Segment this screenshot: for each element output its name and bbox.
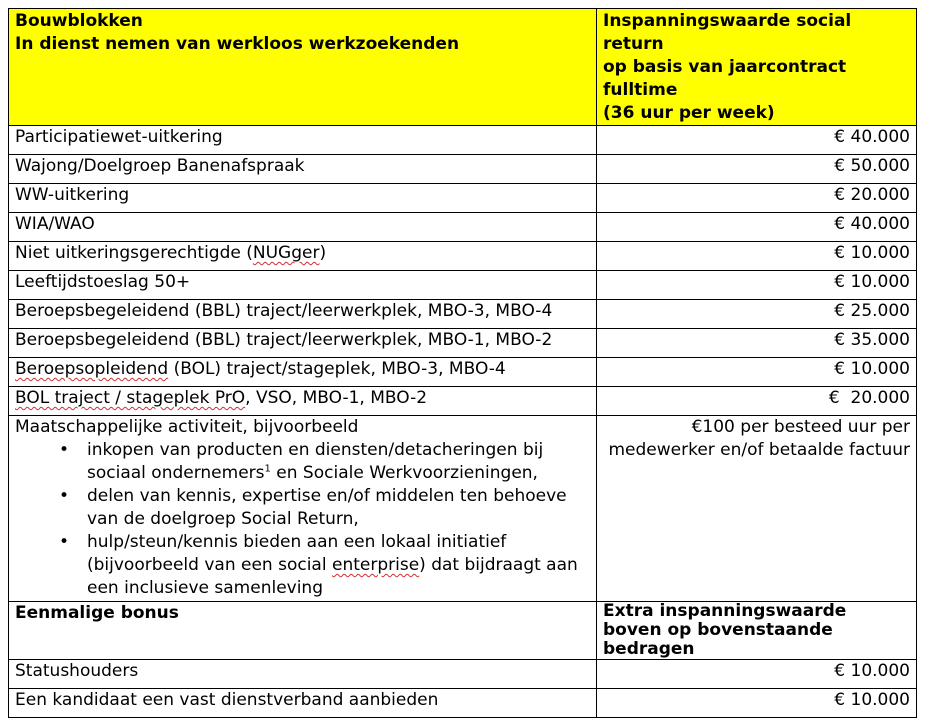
- row-label: Een kandidaat een vast dienstverband aanbieden: [9, 689, 597, 718]
- bullet-text: inkopen van producten en diensten/detacheringen bij sociaal ondernemers: [87, 440, 544, 483]
- activity-value: €100 per besteed uur per medewerker en/of betaalde factuur: [597, 416, 917, 602]
- bullet-icon: •: [59, 440, 70, 460]
- activity-title: Maatschappelijke activiteit, bijvoorbeeld: [15, 417, 359, 437]
- footnote-marker: 1: [264, 463, 271, 475]
- header-title: Bouwblokken: [15, 11, 143, 31]
- row-label: Statushouders: [9, 660, 597, 689]
- bonus-label: Eenmalige bonus: [9, 602, 597, 660]
- row-value: € 10.000: [597, 660, 917, 689]
- table-row: [9, 358, 917, 387]
- row-label: [9, 242, 597, 271]
- bullet-text: hulp/steun/kennis bieden aan een lokaal initiatief (bijvoorbeeld van een social: [87, 532, 507, 575]
- table-row: [9, 300, 917, 329]
- header-value-line: Inspanningswaarde social return: [603, 11, 852, 54]
- bonus-header-row: [9, 602, 917, 660]
- building-blocks-table: [8, 8, 917, 718]
- table-row: [9, 387, 917, 416]
- table-row: [9, 660, 917, 689]
- header-value-line: (36 uur per week): [603, 103, 775, 123]
- row-value: € 20.000: [597, 184, 917, 213]
- header-subtitle: In dienst nemen van werkloos werkzoekenden: [15, 34, 460, 54]
- row-label: Wajong/Doelgroep Banenafspraak: [9, 155, 597, 184]
- table-row: [9, 155, 917, 184]
- label-text: Niet uitkeringsgerechtigde (: [15, 243, 253, 263]
- row-value: € 20.000: [597, 387, 917, 416]
- row-value: € 10.000: [597, 271, 917, 300]
- row-label: WIA/WAO: [9, 213, 597, 242]
- bullet-icon: •: [59, 486, 70, 506]
- row-value: € 10.000: [597, 689, 917, 718]
- activity-cell: [9, 416, 597, 602]
- list-item: [59, 439, 590, 485]
- spellcheck-marked-text: NUGger: [252, 243, 320, 263]
- list-item: [59, 485, 590, 531]
- table-row: [9, 184, 917, 213]
- row-value: € 40.000: [597, 213, 917, 242]
- table-row: [9, 271, 917, 300]
- row-label: [9, 358, 597, 387]
- bonus-value: Extra inspanningswaarde boven op bovenstaande bedragen: [597, 602, 917, 660]
- list-item: [59, 531, 590, 600]
- table-header-row: [9, 9, 917, 126]
- table-row: [9, 242, 917, 271]
- row-value: € 10.000: [597, 242, 917, 271]
- label-text: (BOL) traject/stageplek, MBO-3, MBO-4: [168, 359, 506, 379]
- row-label: Participatiewet-uitkering: [9, 126, 597, 155]
- header-value-line: op basis van jaarcontract fulltime: [603, 57, 847, 100]
- label-text: ): [319, 243, 327, 263]
- row-label: WW-uitkering: [9, 184, 597, 213]
- row-value: € 40.000: [597, 126, 917, 155]
- header-building-blocks: [9, 9, 597, 126]
- activity-row: [9, 416, 917, 602]
- bullet-text: delen van kennis, expertise en/of middelen ten behoeve van de doelgroep Social Return,: [87, 486, 567, 529]
- table-row: [9, 213, 917, 242]
- bullet-icon: •: [59, 532, 70, 552]
- row-value: € 25.000: [597, 300, 917, 329]
- row-label: Beroepsbegeleidend (BBL) traject/leerwerkplek, MBO-3, MBO-4: [9, 300, 597, 329]
- table-row: [9, 126, 917, 155]
- spellcheck-marked-text: BOL traject / stageplek PrO: [15, 388, 246, 408]
- activity-bullet-list: [15, 439, 590, 600]
- spellcheck-marked-text: enterprise: [331, 555, 420, 575]
- bullet-text: en Sociale Werkvoorzieningen,: [270, 463, 538, 483]
- bullet-text: ) dat bijdraagt aan een inclusieve samenleving: [87, 555, 578, 598]
- row-value: € 50.000: [597, 155, 917, 184]
- row-label: [9, 387, 597, 416]
- row-value: € 35.000: [597, 329, 917, 358]
- spellcheck-marked-text: Beroepsopleidend: [15, 359, 169, 379]
- table-row: [9, 689, 917, 718]
- header-effort-value: [597, 9, 917, 126]
- row-value: € 10.000: [597, 358, 917, 387]
- row-label: Leeftijdstoeslag 50+: [9, 271, 597, 300]
- row-label: Beroepsbegeleidend (BBL) traject/leerwerkplek, MBO-1, MBO-2: [9, 329, 597, 358]
- table-row: [9, 329, 917, 358]
- label-text: , VSO, MBO-1, MBO-2: [245, 388, 428, 408]
